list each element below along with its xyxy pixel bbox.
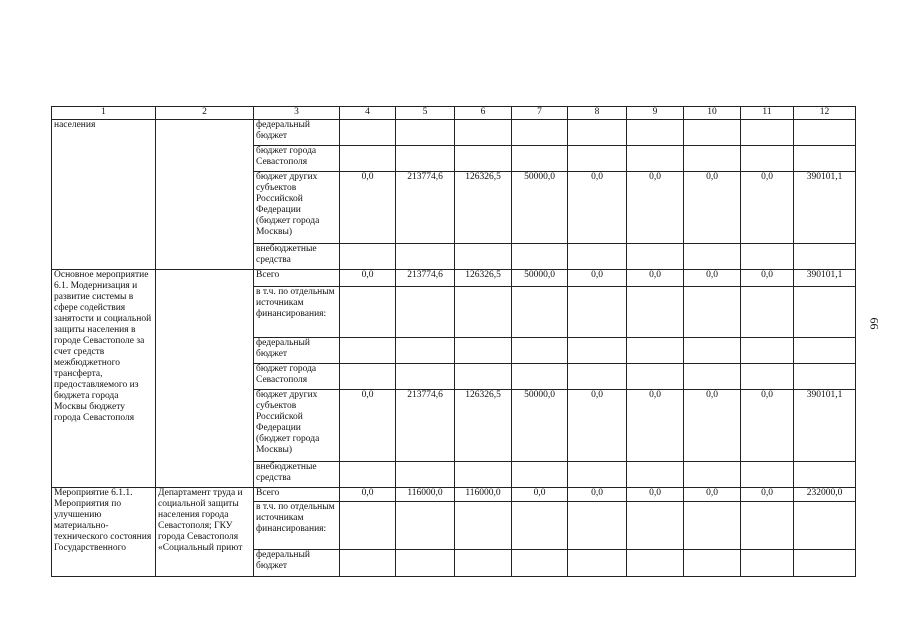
funding-source-cell: бюджет других субъектов Российской Федерации (бюджет города Москвы) <box>254 390 340 462</box>
activity-name-cell: Мероприятие 6.1.1. Мероприятия по улучшению материально-технического состояния Государственного <box>52 488 156 577</box>
amount-cell: 0,0 <box>627 488 684 502</box>
amount-cell <box>568 338 627 364</box>
amount-cell <box>684 287 741 338</box>
amount-cell <box>627 287 684 338</box>
amount-cell <box>741 120 794 146</box>
amount-cell <box>512 502 568 550</box>
responsible-executor-cell <box>156 120 254 270</box>
amount-cell <box>741 287 794 338</box>
amount-cell <box>627 502 684 550</box>
amount-cell <box>741 244 794 270</box>
amount-cell: 0,0 <box>627 270 684 287</box>
amount-cell <box>684 120 741 146</box>
amount-cell <box>627 462 684 488</box>
amount-cell <box>741 550 794 577</box>
funding-source-cell: Всего <box>254 488 340 502</box>
amount-cell <box>340 146 396 172</box>
amount-cell <box>396 462 455 488</box>
amount-cell: 0,0 <box>684 172 741 244</box>
amount-cell <box>794 244 856 270</box>
amount-cell: 0,0 <box>684 390 741 462</box>
amount-cell <box>340 462 396 488</box>
amount-cell <box>741 502 794 550</box>
table-row <box>52 270 856 287</box>
amount-cell <box>396 146 455 172</box>
amount-cell <box>512 364 568 390</box>
amount-cell <box>627 338 684 364</box>
amount-cell <box>396 244 455 270</box>
funding-source-cell: бюджет города Севастополя <box>254 146 340 172</box>
amount-cell <box>340 550 396 577</box>
amount-cell: 0,0 <box>684 270 741 287</box>
amount-cell <box>340 364 396 390</box>
column-number: 11 <box>741 107 794 120</box>
amount-cell <box>512 244 568 270</box>
amount-cell: 0,0 <box>568 172 627 244</box>
funding-source-cell: бюджет других субъектов Российской Федерации (бюджет города Москвы) <box>254 172 340 244</box>
funding-source-cell: в т.ч. по отдельным источникам финансирования: <box>254 287 340 338</box>
amount-cell: 232000,0 <box>794 488 856 502</box>
activity-name-cell: населения <box>52 120 156 270</box>
amount-cell: 213774,6 <box>396 172 455 244</box>
amount-cell: 390101,1 <box>794 172 856 244</box>
amount-cell <box>340 338 396 364</box>
amount-cell: 213774,6 <box>396 270 455 287</box>
amount-cell <box>455 364 512 390</box>
amount-cell <box>794 146 856 172</box>
activity-name-cell: Основное мероприятие 6.1. Модернизация и развитие системы в сфере содействия занятости и социальной защиты населения в городе Севастополе за счет средств межбюджетного трансферта, предоставляемого из бюджета города Москвы бюджету города Севастополя <box>52 270 156 488</box>
amount-cell <box>684 462 741 488</box>
amount-cell: 126326,5 <box>455 172 512 244</box>
amount-cell: 50000,0 <box>512 390 568 462</box>
amount-cell <box>512 338 568 364</box>
column-number: 1 <box>52 107 156 120</box>
amount-cell <box>512 146 568 172</box>
table-row <box>52 120 856 146</box>
amount-cell <box>794 364 856 390</box>
amount-cell: 0,0 <box>512 488 568 502</box>
budget-table-body <box>52 107 856 577</box>
column-number: 6 <box>455 107 512 120</box>
amount-cell <box>396 364 455 390</box>
page-number: 66 <box>867 317 882 330</box>
amount-cell: 0,0 <box>340 270 396 287</box>
column-number: 8 <box>568 107 627 120</box>
amount-cell <box>568 364 627 390</box>
amount-cell <box>794 120 856 146</box>
amount-cell <box>627 364 684 390</box>
amount-cell: 0,0 <box>684 488 741 502</box>
amount-cell <box>684 338 741 364</box>
amount-cell: 116000,0 <box>396 488 455 502</box>
amount-cell <box>396 120 455 146</box>
amount-cell <box>741 146 794 172</box>
amount-cell <box>512 287 568 338</box>
amount-cell <box>794 338 856 364</box>
amount-cell <box>455 502 512 550</box>
amount-cell: 126326,5 <box>455 390 512 462</box>
amount-cell <box>684 146 741 172</box>
funding-source-cell: федеральный бюджет <box>254 550 340 577</box>
amount-cell <box>512 120 568 146</box>
amount-cell: 0,0 <box>627 390 684 462</box>
amount-cell: 0,0 <box>568 270 627 287</box>
amount-cell <box>396 287 455 338</box>
amount-cell <box>512 550 568 577</box>
table-row <box>52 488 856 502</box>
funding-source-cell: федеральный бюджет <box>254 120 340 146</box>
amount-cell <box>568 120 627 146</box>
amount-cell: 390101,1 <box>794 390 856 462</box>
column-number-row <box>52 107 856 120</box>
amount-cell <box>627 244 684 270</box>
amount-cell: 50000,0 <box>512 172 568 244</box>
funding-source-cell: Всего <box>254 270 340 287</box>
column-number: 3 <box>254 107 340 120</box>
responsible-executor-cell <box>156 270 254 488</box>
column-number: 5 <box>396 107 455 120</box>
amount-cell: 0,0 <box>741 390 794 462</box>
amount-cell <box>340 287 396 338</box>
amount-cell: 0,0 <box>340 172 396 244</box>
amount-cell <box>568 287 627 338</box>
amount-cell <box>627 146 684 172</box>
amount-cell <box>684 550 741 577</box>
budget-table <box>51 106 856 577</box>
amount-cell: 0,0 <box>568 488 627 502</box>
amount-cell <box>684 244 741 270</box>
amount-cell: 213774,6 <box>396 390 455 462</box>
amount-cell <box>340 244 396 270</box>
amount-cell <box>794 502 856 550</box>
amount-cell: 126326,5 <box>455 270 512 287</box>
amount-cell <box>455 120 512 146</box>
amount-cell <box>627 120 684 146</box>
amount-cell <box>684 502 741 550</box>
amount-cell: 116000,0 <box>455 488 512 502</box>
amount-cell <box>455 244 512 270</box>
amount-cell <box>568 550 627 577</box>
amount-cell: 0,0 <box>627 172 684 244</box>
amount-cell <box>568 146 627 172</box>
amount-cell <box>455 287 512 338</box>
column-number: 10 <box>684 107 741 120</box>
amount-cell <box>455 550 512 577</box>
amount-cell <box>627 550 684 577</box>
amount-cell <box>741 462 794 488</box>
amount-cell: 0,0 <box>568 390 627 462</box>
amount-cell <box>568 502 627 550</box>
responsible-executor-cell: Департамент труда и социальной защиты населения города Севастополя; ГКУ города Севастополя «Социальный приют <box>156 488 254 577</box>
column-number: 7 <box>512 107 568 120</box>
amount-cell <box>340 120 396 146</box>
funding-source-cell: федеральный бюджет <box>254 338 340 364</box>
amount-cell: 0,0 <box>340 488 396 502</box>
amount-cell <box>794 550 856 577</box>
amount-cell: 0,0 <box>741 488 794 502</box>
amount-cell <box>794 287 856 338</box>
amount-cell <box>340 502 396 550</box>
funding-source-cell: в т.ч. по отдельным источникам финансирования: <box>254 502 340 550</box>
amount-cell: 390101,1 <box>794 270 856 287</box>
amount-cell: 0,0 <box>741 172 794 244</box>
amount-cell <box>741 364 794 390</box>
funding-source-cell: внебюджетные средства <box>254 244 340 270</box>
amount-cell <box>568 462 627 488</box>
amount-cell <box>741 338 794 364</box>
column-number: 4 <box>340 107 396 120</box>
amount-cell <box>794 462 856 488</box>
column-number: 12 <box>794 107 856 120</box>
amount-cell: 50000,0 <box>512 270 568 287</box>
amount-cell <box>396 502 455 550</box>
amount-cell <box>396 338 455 364</box>
amount-cell: 0,0 <box>340 390 396 462</box>
column-number: 9 <box>627 107 684 120</box>
amount-cell <box>684 364 741 390</box>
amount-cell <box>396 550 455 577</box>
amount-cell <box>455 338 512 364</box>
funding-source-cell: внебюджетные средства <box>254 462 340 488</box>
amount-cell: 0,0 <box>741 270 794 287</box>
amount-cell <box>455 146 512 172</box>
column-number: 2 <box>156 107 254 120</box>
amount-cell <box>512 462 568 488</box>
amount-cell <box>455 462 512 488</box>
amount-cell <box>568 244 627 270</box>
funding-source-cell: бюджет города Севастополя <box>254 364 340 390</box>
